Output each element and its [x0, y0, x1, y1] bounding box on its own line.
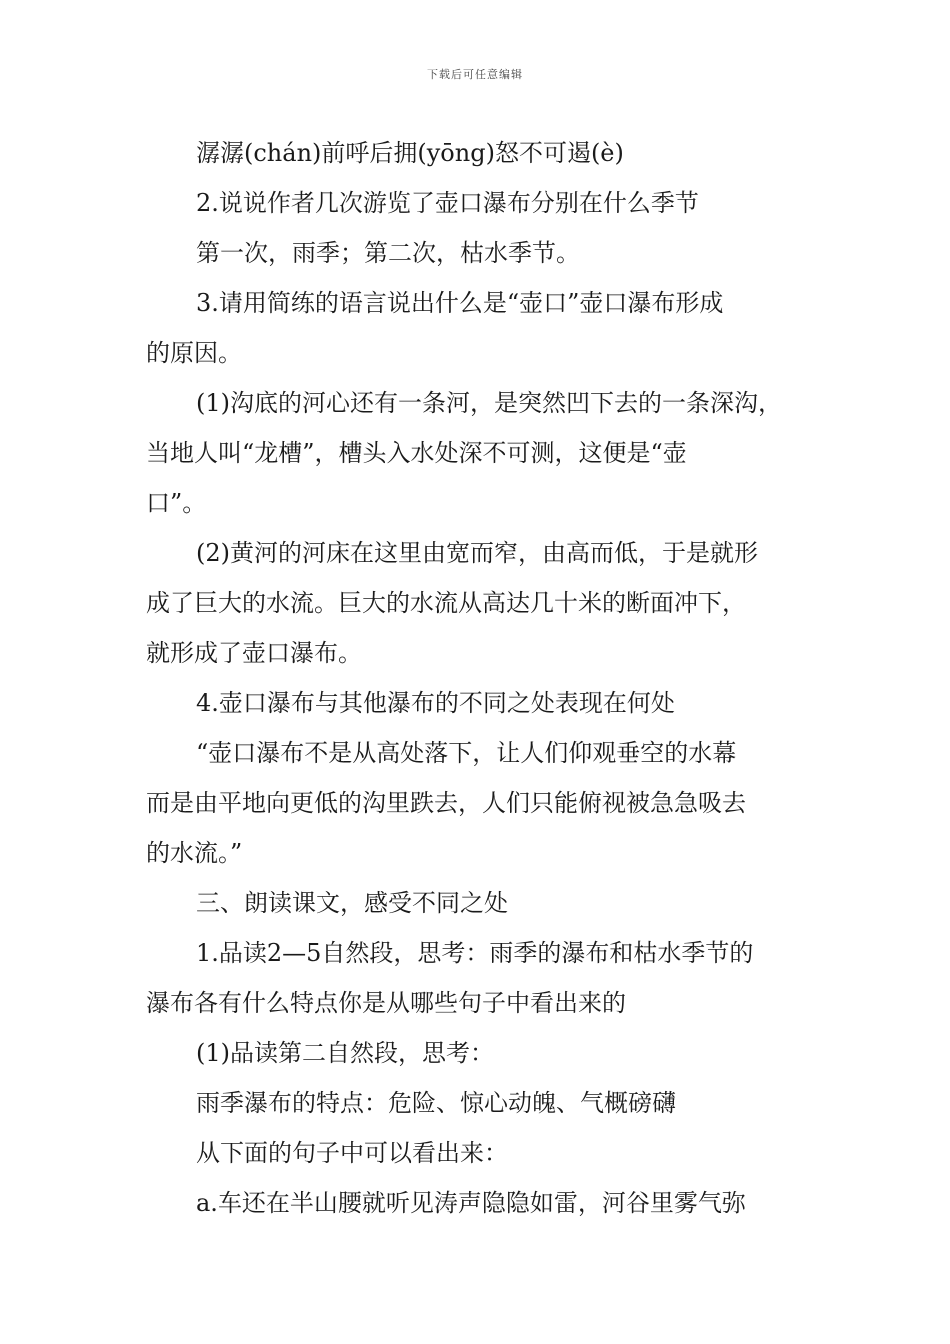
text-line: 1.品读2—5自然段，思考：雨季的瀑布和枯水季节的 — [196, 939, 754, 967]
page-header-note: 下载后可任意编辑 — [427, 68, 523, 81]
text-line: 的水流。” — [146, 839, 243, 867]
text-line: 潺潺(chán)前呼后拥(yōng)怒不可遏(è) — [196, 139, 624, 167]
text-line: 成了巨大的水流。巨大的水流从高达几十米的断面冲下， — [146, 589, 746, 617]
text-line: 第一次，雨季；第二次，枯水季节。 — [196, 239, 580, 267]
text-line: (2)黄河的河床在这里由宽而窄，由高而低，于是就形 — [196, 539, 758, 567]
text-line: “壶口瀑布不是从高处落下，让人们仰观垂空的水幕 — [196, 739, 737, 767]
text-line: 2.说说作者几次游览了壶口瀑布分别在什么季节 — [196, 189, 699, 217]
document-body — [146, 128, 826, 1228]
text-line: 3.请用简练的语言说出什么是“壶口”壶口瀑布形成 — [196, 289, 724, 317]
text-line: 4.壶口瀑布与其他瀑布的不同之处表现在何处 — [196, 689, 675, 717]
text-line: (1)沟底的河心还有一条河，是突然凹下去的一条深沟， — [196, 389, 782, 417]
text-line: 口”。 — [146, 489, 207, 517]
text-line: 当地人叫“龙槽”，槽头入水处深不可测，这便是“壶 — [146, 439, 687, 467]
text-line: 瀑布各有什么特点你是从哪些句子中看出来的 — [146, 989, 626, 1017]
text-line: 从下面的句子中可以看出来： — [196, 1139, 508, 1167]
text-line: 雨季瀑布的特点：危险、惊心动魄、气概磅礴 — [196, 1089, 676, 1117]
text-line: 三、朗读课文，感受不同之处 — [196, 889, 508, 917]
text-line: 的原因。 — [146, 339, 242, 367]
text-line: 就形成了壶口瀑布。 — [146, 639, 362, 667]
text-line: (1)品读第二自然段，思考： — [196, 1039, 494, 1067]
text-line: 而是由平地向更低的沟里跌去，人们只能俯视被急急吸去 — [146, 789, 746, 817]
text-line: a.车还在半山腰就听见涛声隐隐如雷，河谷里雾气弥 — [196, 1189, 746, 1217]
